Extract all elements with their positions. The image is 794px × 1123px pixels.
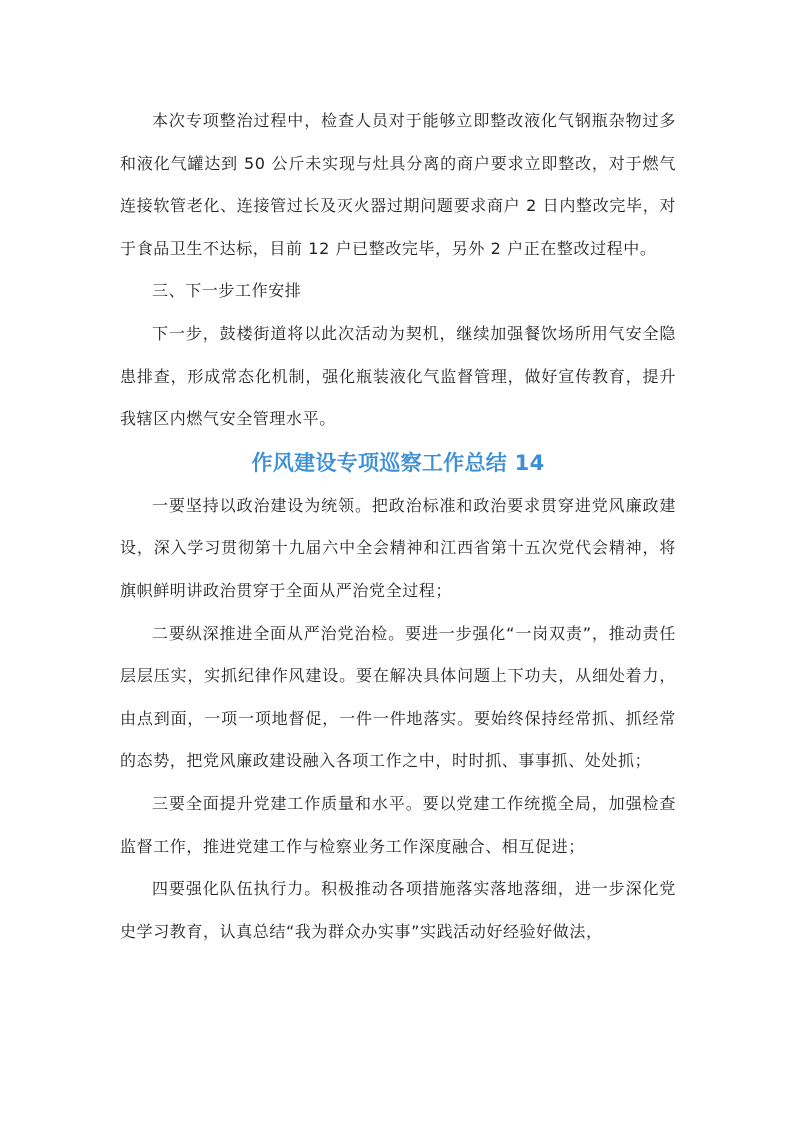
section-heading-next-steps: 三、下一步工作安排 <box>152 281 302 301</box>
document-body <box>120 100 676 953</box>
document-title: 作风建设专项巡察工作总结 14 <box>251 450 545 475</box>
paragraph-next-steps: 下一步，鼓楼街道将以此次活动为契机，继续加强餐饮场所用气安全隐患排查，形成常态化机制，强化瓶装液化气监督管理，做好宣传教育，提升我辖区内燃气安全管理水平。 <box>120 323 676 429</box>
paragraph-point-4: 四要强化队伍执行力。积极推动各项措施落实落地落细，进一步深化党史学习教育，认真总结“我为群众办实事”实践活动好经验好做法， <box>120 879 676 941</box>
paragraph-point-2: 二要纵深推进全面从严治党治检。要进一步强化“一岗双责”，推动责任层层压实，实抓纪律作风建设。要在解决具体问题上下功夫，从细处着力，由点到面，一项一项地督促，一件一件地落实。要始终保持经常抓、抓经常的态势，把党风廉政建设融入各项工作之中，时时抓、事事抓、处处抓； <box>120 623 676 771</box>
paragraph-point-1: 一要坚持以政治建设为统领。把政治标准和政治要求贯穿进党风廉政建设，深入学习贯彻第十九届六中全会精神和江西省第十五次党代会精神，将旗帜鲜明讲政治贯穿于全面从严治党全过程； <box>120 495 676 600</box>
paragraph-rectification: 本次专项整治过程中，检查人员对于能够立即整改液化气钢瓶杂物过多和液化气罐达到 50 公斤未实现与灶具分离的商户要求立即整改，对于燃气连接软管老化、连接管过长及灭火器过期问题要求商户 2 日内整改完毕，对于食品卫生不达标，目前 12 户已整改完毕，另外 2 户正在整改过程中。 <box>120 111 676 258</box>
paragraph-point-3: 三要全面提升党建工作质量和水平。要以党建工作统揽全局，加强检查监督工作，推进党建工作与检察业务工作深度融合、相互促进； <box>120 793 676 856</box>
